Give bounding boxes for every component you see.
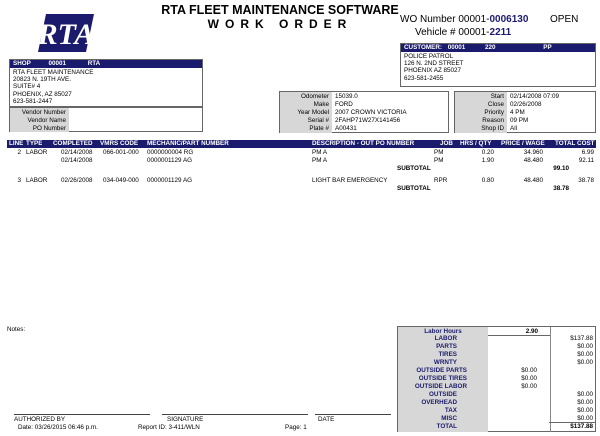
customer-line: 623-581-2455 (404, 74, 444, 82)
customer-line: 126 N. 2ND STREET (404, 60, 464, 68)
vendor-panel (9, 107, 203, 132)
wo-number: 0006130 (489, 14, 529, 25)
table-body (7, 149, 596, 195)
status-panel (454, 91, 596, 133)
signature-label: SIGNATURE (167, 416, 204, 423)
shop-line: RTA FLEET MAINTENANCE (13, 69, 94, 76)
subtotal-row: SUBTOTAL 38.78 (7, 185, 596, 193)
totals-rows: LABOR $137.88 PARTS $0.00 TIRES $0.00 WRNTY $0.00 OUTSIDE PARTS $0.00 OUTSIDE TIRES $0.00 OUTSIDE LABOR $0.00 OUTSIDE $0.00 OVERHEAD $0.00 TAX $0.00 MISC $0.00 TOTAL $137.88 (414, 335, 593, 430)
shop-header: SHOP 00001 RTA (10, 60, 202, 68)
wo-status: OPEN (550, 14, 579, 25)
col-total-cost: TOTAL COST (555, 140, 595, 147)
reason-label: Reason (482, 117, 504, 124)
shop-line: PHOENIX, AZ 85027 (13, 90, 72, 98)
col-mechanic: MECHANIC/PART NUMBER (147, 140, 229, 147)
table-row: 2 LABOR 02/14/2008 066-001-000 0000000004 RG PM A PM 0.20 34.960 6.99 (17, 149, 594, 156)
customer-header: CUSTOMER: 00001 220 PP (401, 44, 595, 52)
year-model-value: 2007 CROWN VICTORIA (335, 109, 407, 116)
reason-value: 09 PM (510, 117, 529, 124)
priority-label: Priority (484, 109, 504, 116)
page-number: Page: 1 (285, 424, 307, 431)
start-value: 02/14/2008 07:09 (510, 93, 560, 100)
logo-text: RTA (37, 18, 95, 51)
customer-box (400, 43, 596, 87)
date-label: DATE (318, 416, 335, 423)
priority-value: 4 PM (510, 109, 525, 116)
print-date: Date: 03/26/2015 06:46 p.m. (18, 424, 98, 431)
vehicle-panel (279, 91, 449, 133)
table-header (7, 140, 596, 148)
rta-logo (36, 12, 98, 54)
shop-line: 20823 N. 19TH AVE. (13, 76, 71, 84)
odometer-value: 15039.0 (335, 93, 358, 100)
col-price: PRICE / WAGE (501, 140, 545, 147)
start-label: Start (490, 93, 504, 100)
vehicle-number: 2211 (489, 27, 512, 38)
shop-line: 623-581-2447 (13, 97, 53, 105)
serial-value: 2FAHP71W27X141456 (335, 117, 401, 124)
shop-line: SUITE# 4 (13, 83, 41, 91)
wo-number-label: WO Number 00001- (400, 14, 490, 25)
col-job: JOB (440, 140, 453, 147)
vendor-number-label: Vendor Number (21, 109, 66, 116)
customer-line: POLICE PATROL (404, 53, 454, 60)
vehicle-number-label: Vehicle # 00001- (415, 27, 490, 38)
close-label: Close (487, 101, 504, 108)
serial-label: Serial # (307, 117, 329, 124)
shop-box (9, 59, 203, 107)
table-row: 02/14/2008 0000001129 AG PM A PM 1.90 48.480 92.11 (61, 157, 594, 164)
col-vmrs: VMRS CODE (100, 140, 139, 147)
report-id: Report ID: 3-411/WLN (138, 424, 200, 431)
col-description: DESCRIPTION - OUT PO NUMBER (312, 140, 415, 147)
col-type: TYPE (26, 140, 43, 147)
labor-hours-label: Labor Hours (424, 328, 462, 335)
table-row: 3 LABOR 02/26/2008 034-049-000 0000001129 AG LIGHT BAR EMERGENCY RPR 0.80 48.480 38.78 (17, 177, 594, 184)
subtotal-row: SUBTOTAL 99.10 (7, 165, 596, 173)
po-number-label: PO Number (32, 125, 66, 132)
shop-id-value: All (510, 125, 517, 132)
col-line: LINE (9, 140, 24, 147)
col-hrs: HRS / QTY (460, 140, 492, 147)
notes-label: Notes: (7, 326, 26, 333)
shop-id-label: Shop ID (481, 125, 504, 132)
document-title: WORK ORDER (207, 17, 353, 32)
year-model-label: Year Model (297, 109, 329, 116)
make-label: Make (313, 101, 329, 108)
make-value: FORD (335, 101, 353, 108)
labor-hours-value: 2.90 (525, 328, 538, 335)
customer-line: PHOENIX AZ 85027 (404, 67, 462, 75)
authorized-by-label: AUTHORIZED BY (14, 416, 66, 423)
plate-value: A00431 (335, 125, 357, 132)
vendor-name-label: Vendor Name (27, 117, 66, 124)
company-title: RTA FLEET MAINTENANCE SOFTWARE (161, 3, 399, 17)
odometer-label: Odometer (301, 93, 329, 100)
plate-label: Plate # (309, 125, 329, 132)
col-completed: COMPLETED (53, 140, 93, 147)
close-value: 02/26/2008 (510, 101, 542, 108)
